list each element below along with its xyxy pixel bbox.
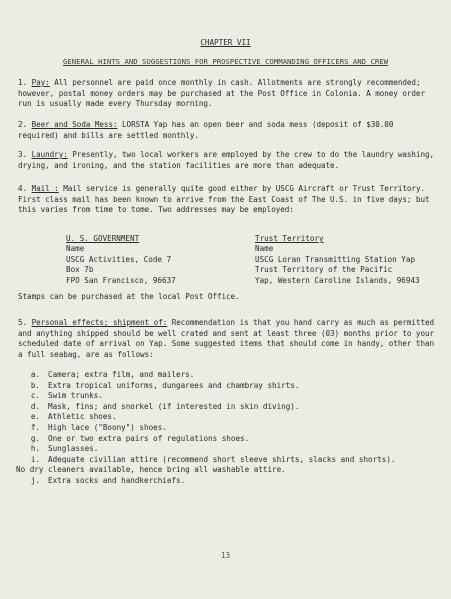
list-item <box>18 370 395 381</box>
list-item <box>18 455 395 466</box>
section-heading: Laundry: <box>31 150 68 159</box>
address-heading: Trust Territory <box>255 234 324 243</box>
item-text: Sunglasses. <box>48 444 99 454</box>
section-heading: Beer and Soda Mess: <box>31 120 118 129</box>
address-line: USCG Activities, Code 7 <box>66 254 172 264</box>
chapter-heading: CHAPTER VII <box>200 38 251 47</box>
item-text: No dry cleaners available, hence bring all washable attire. <box>16 465 286 475</box>
item-text: Extra socks and handkerchiefs. <box>48 475 186 485</box>
section-number: 5. <box>18 318 28 327</box>
list-item <box>18 402 395 413</box>
address-line: Name <box>66 244 85 254</box>
list-item <box>18 444 395 455</box>
suggested-items-list <box>18 370 395 487</box>
item-text: Extra tropical uniforms, dungarees and chambray shirts. <box>48 380 300 390</box>
item-key: f. <box>30 422 40 432</box>
section-number: 2. <box>18 120 28 129</box>
section-heading: Mail : <box>31 184 59 193</box>
address-line: USCG Loran Transmitting Station Yap <box>255 254 416 264</box>
list-item <box>18 476 395 487</box>
address-line: Name <box>255 244 274 254</box>
item-text: Mask, fins; and snorkel (if interested in skin diving). <box>48 401 300 411</box>
section-body: Recommendation is that you hand carry as much as permitted and anything shipped should be well crated and sent at least three (03) months prior to your scheduled date of arrival on Yap. Some suggested items that should come in handy, other than a full seabag, are as follows: <box>18 318 435 359</box>
address-line: Yap, Western Caroline Islands, 96943 <box>255 275 420 285</box>
item-key: h. <box>30 444 40 454</box>
section-body: All personnel are paid once monthly in cash. Allotments are strongly recommended; however, postal money orders may be purchased at the Post Office in Colonia. A money order run is usually made every Thursday morning. <box>18 78 425 109</box>
page-number: 13 <box>220 551 231 560</box>
item-text: Athletic shoes. <box>48 412 117 422</box>
section-personal-effects <box>18 318 435 360</box>
address-trust-territory <box>255 234 420 286</box>
list-item-continuation <box>16 465 395 476</box>
item-text: Adequate civilian attire (recommend short sleeve shirts, slacks and shorts). <box>48 454 396 464</box>
address-heading: U. S. GOVERNMENT <box>66 234 140 243</box>
item-text: Camera; extra film, and mailers. <box>48 370 195 379</box>
address-line: Trust Territory of the Pacific <box>255 265 393 275</box>
section-mail <box>18 184 435 216</box>
list-item <box>18 391 395 402</box>
list-item <box>18 423 395 434</box>
item-text: Swim trunks. <box>48 391 103 401</box>
address-line: FPO San Francisco, 96637 <box>66 275 176 285</box>
section-body: Presently, two local workers are employed by the crew to do the laundry washing, drying, and ironing, and the station facilities are more than adequate. <box>18 150 435 170</box>
section-laundry <box>18 150 435 171</box>
item-key: i. <box>30 454 40 464</box>
page-title: GENERAL HINTS AND SUGGESTIONS FOR PROSPECTIVE COMMANDING OFFICERS AND CREW <box>62 57 389 66</box>
item-key: c. <box>30 391 40 401</box>
item-key: a. <box>30 370 40 379</box>
item-key: d. <box>30 401 40 411</box>
section-beer-mess <box>18 120 435 141</box>
stamps-note: Stamps can be purchased at the local Post Office. <box>18 292 240 301</box>
item-key: b. <box>30 380 40 390</box>
list-item <box>18 434 395 445</box>
section-heading: Personal effects; shipment of: <box>31 318 168 327</box>
item-key: g. <box>30 433 40 443</box>
item-key: j. <box>30 475 40 485</box>
item-key: e. <box>30 412 40 422</box>
list-item <box>18 381 395 392</box>
item-text: One or two extra pairs of regulations shoes. <box>48 433 250 443</box>
section-heading: Pay: <box>31 78 50 87</box>
section-number: 4. <box>18 184 28 193</box>
section-body: Mail service is generally quite good either by USCG Aircraft or Trust Territory. First class mail has been known to arrive from the East Coast of The U.S. in five days; but this varies from time to tome. Two addresses may be employed: <box>18 184 430 215</box>
item-text: High lace ("Boony") shoes. <box>48 422 167 432</box>
section-number: 3. <box>18 150 28 159</box>
address-us-government <box>66 234 176 286</box>
section-pay <box>18 78 435 110</box>
section-number: 1. <box>18 78 28 87</box>
address-line: Box 7b <box>66 265 94 275</box>
section-body: LORSTA Yap has an open beer and soda mess (deposit of $30.00 required) and bills are settled monthly. <box>18 120 394 140</box>
list-item <box>18 412 395 423</box>
